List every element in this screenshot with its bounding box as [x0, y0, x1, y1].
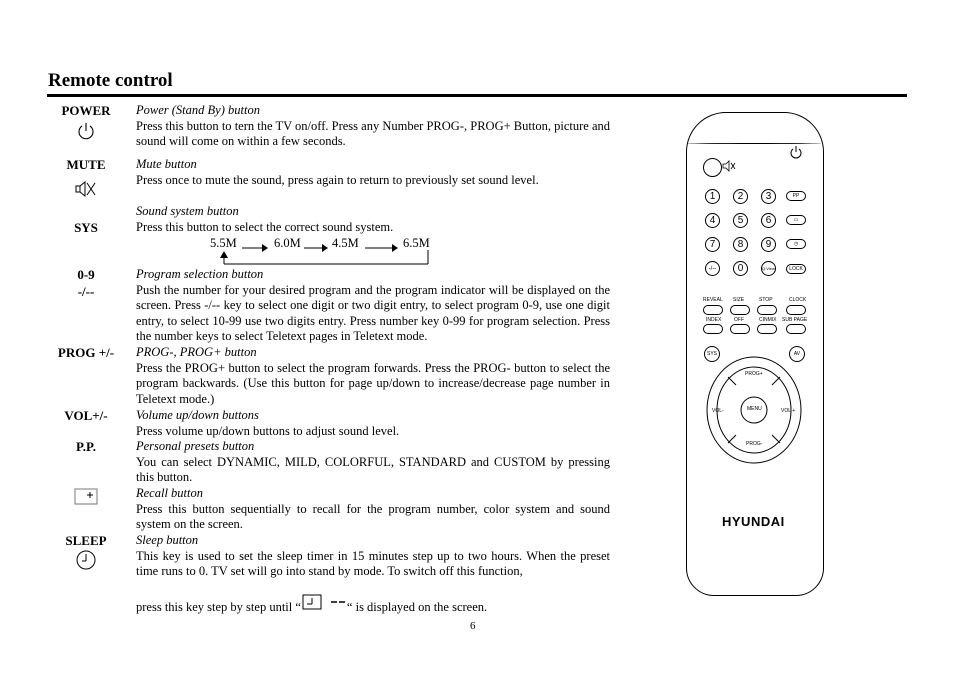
- remote-digit: 3: [761, 189, 776, 204]
- vol-description: Press volume up/down buttons to adjust sound level.: [136, 423, 400, 438]
- remote-label: INDEX: [706, 317, 722, 323]
- remote-digit: 0: [733, 261, 748, 276]
- remote-teletext-button: ▭: [786, 215, 806, 225]
- mute-description: Press once to mute the sound, press again to return to previously set sound level.: [136, 172, 539, 187]
- remote-sleep-button: ◷: [786, 239, 806, 249]
- digits-heading: Program selection button: [136, 267, 264, 281]
- remote-label: REVEAL: [703, 297, 723, 303]
- remote-vol-minus: VOL-: [712, 408, 724, 414]
- power-icon: [76, 121, 96, 141]
- remote-key: [786, 324, 806, 334]
- remote-digit: 8: [733, 237, 748, 252]
- remote-key: [703, 324, 723, 334]
- page-number: 6: [470, 620, 476, 632]
- remote-label: SIZE: [733, 297, 745, 303]
- remote-key: [703, 305, 723, 315]
- system-item: 6.5M: [403, 236, 430, 250]
- digits-description: Push the number for your desired program and the program indicator will be displayed on the screen. Press -/-- key to select one digit or two digit entry, to select program 0-9, use one digit entry, to select 10-99 use two digits entry. Press number key 0-99 for program selection. Press the number keys to select Teletext pages in Teletext mode.: [136, 282, 610, 343]
- sys-heading: Sound system button: [136, 204, 239, 218]
- remote-label: CINMIX: [759, 317, 777, 323]
- power-heading: Power (Stand By) button: [136, 103, 260, 117]
- remote-label: STOP: [759, 297, 773, 303]
- power-label: POWER: [61, 103, 111, 118]
- remote-dash-button: -/--: [705, 261, 720, 276]
- recall-icon: [74, 488, 98, 505]
- remote-key: [786, 305, 806, 315]
- cycle-arrows: [210, 236, 450, 266]
- remote-prog-plus: PROG+: [745, 371, 763, 377]
- remote-label: CLOCK: [789, 297, 807, 303]
- mute-label: MUTE: [66, 157, 106, 172]
- digits-label: 0-9: [77, 267, 95, 282]
- dash-label: -/--: [77, 284, 95, 299]
- remote-sys-button: SYS: [704, 346, 720, 362]
- remote-brand-logo: HYUNDAI: [722, 514, 785, 529]
- sleep-label: SLEEP: [65, 533, 107, 548]
- remote-pp-button: PP: [786, 191, 806, 201]
- remote-lock-button: LOCK: [786, 264, 806, 274]
- remote-mute-button: [703, 158, 722, 177]
- remote-mute-icon: [722, 160, 736, 172]
- system-item: 6.0M: [274, 236, 301, 250]
- remote-menu-button: MENU: [747, 406, 762, 412]
- sleep-off-icon: [301, 594, 347, 614]
- remote-digit: 1: [705, 189, 720, 204]
- remote-digit: 2: [733, 189, 748, 204]
- remote-digit: 4: [705, 213, 720, 228]
- mute-heading: Mute button: [136, 157, 197, 171]
- remote-digit: 9: [761, 237, 776, 252]
- remote-digit: 6: [761, 213, 776, 228]
- vol-label: VOL+/-: [64, 408, 108, 423]
- remote-qview-button: Q.View: [761, 261, 776, 276]
- sound-system-cycle: [210, 236, 450, 266]
- sys-description: Press this button to select the correct sound system.: [136, 219, 394, 234]
- remote-prog-minus: PROG-: [746, 441, 763, 447]
- sleep-heading: Sleep button: [136, 533, 199, 547]
- title-rule: [47, 94, 907, 97]
- remote-key: [730, 324, 750, 334]
- sys-label: SYS: [74, 220, 98, 235]
- system-item: 4.5M: [332, 236, 359, 250]
- sleep-description: This key is used to set the sleep timer in 15 minutes step up to two hours. When the preset time runs to 0. TV set will go into stand by mode. To switch off this function,: [136, 548, 610, 578]
- page-title: Remote control: [48, 70, 173, 91]
- sleep-description-end: [136, 594, 616, 616]
- remote-key: [757, 305, 777, 315]
- power-description: Press this button to tern the TV on/off. Press any Number PROG-, PROG+ Button, picture and sound will come on within a few seconds.: [136, 118, 610, 148]
- pp-heading: Personal presets button: [136, 439, 255, 453]
- remote-av-button: AV: [789, 346, 805, 362]
- prog-label: PROG +/-: [57, 345, 115, 360]
- pp-description: You can select DYNAMIC, MILD, COLORFUL, STANDARD and CUSTOM by pressing this button.: [136, 454, 610, 484]
- remote-digit: 5: [733, 213, 748, 228]
- sleep-text-part: “ is displayed on the screen.: [346, 600, 488, 614]
- remote-key: [757, 324, 777, 334]
- remote-power-icon: [789, 145, 803, 159]
- remote-label: SUB PAGE: [782, 317, 808, 323]
- vol-heading: Volume up/down buttons: [136, 408, 259, 422]
- remote-label: OFF: [734, 317, 744, 323]
- prog-heading: PROG-, PROG+ button: [136, 345, 257, 359]
- prog-description: Press the PROG+ button to select the program forwards. Press the PROG- button to select the program backwards. (Use this button for page up/down to increase/decrease page number in Teletext mode.): [136, 360, 610, 406]
- recall-description: Press this button sequentially to recall for the program number, color system and sound system on the screen.: [136, 501, 610, 531]
- sleep-text-part: press this key step by step until “: [136, 600, 301, 614]
- pp-label: P.P.: [76, 439, 96, 454]
- remote-digit: 7: [705, 237, 720, 252]
- recall-heading: Recall button: [136, 486, 203, 500]
- remote-key: [730, 305, 750, 315]
- sleep-icon: [74, 549, 98, 571]
- system-item: 5.5M: [210, 236, 237, 250]
- remote-vol-plus: VOL +: [781, 408, 796, 414]
- mute-icon: [74, 179, 98, 199]
